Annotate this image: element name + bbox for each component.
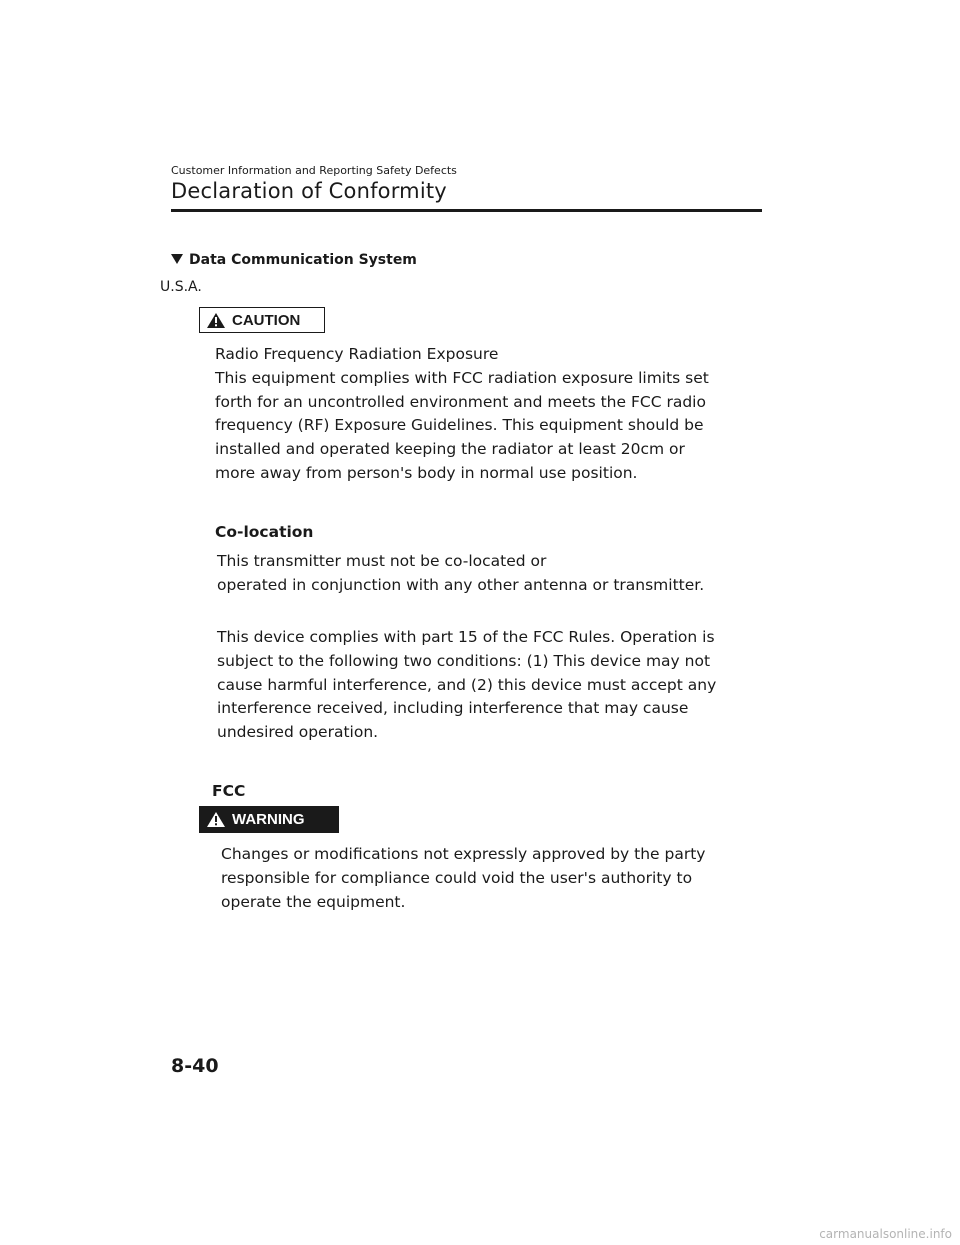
header-divider — [171, 209, 762, 212]
caution-label — [199, 307, 325, 333]
caution-label-text: CAUTION — [232, 311, 301, 329]
warning-triangle-icon — [206, 811, 226, 828]
colocation-heading: Co-location — [215, 523, 314, 541]
warning-triangle-icon — [206, 312, 226, 329]
part15-text: This device complies with part 15 of the FCC Rules. Operation is subject to the following two conditions: (1) This device may not cause harmful interference, and (2) this device must accept any interference received, including interference that may cause undesired operation. — [217, 628, 717, 742]
warning-label — [199, 806, 339, 833]
warning-text: Changes or modifications not expressly approved by the party responsible for compliance could void the user's authority to operate the equipment. — [221, 845, 706, 911]
rf-exposure-text: Radio Frequency Radiation Exposure This equipment complies with FCC radiation exposure limits set forth for an uncontrolled environment and meets the FCC radio frequency (RF) Exposure Guidelines. This equipment should be installed and operated keeping the radiator at least 20cm or more away from person's body in normal use position. — [215, 345, 709, 482]
section-heading-text: Data Communication System — [189, 252, 417, 268]
region-label: U.S.A. — [160, 279, 202, 295]
breadcrumb: Customer Information and Reporting Safety Defects — [171, 164, 457, 177]
warning-label-text: WARNING — [232, 811, 305, 828]
section-heading — [171, 252, 417, 268]
triangle-down-icon — [171, 254, 183, 264]
page-title: Declaration of Conformity — [171, 179, 447, 203]
colocation-text: This transmitter must not be co-located or operated in conjunction with any other antenna or transmitter. — [217, 552, 705, 594]
fcc-heading: FCC — [212, 782, 246, 800]
watermark: carmanualsonline.info — [819, 1227, 952, 1241]
page-number: 8-40 — [171, 1055, 219, 1077]
